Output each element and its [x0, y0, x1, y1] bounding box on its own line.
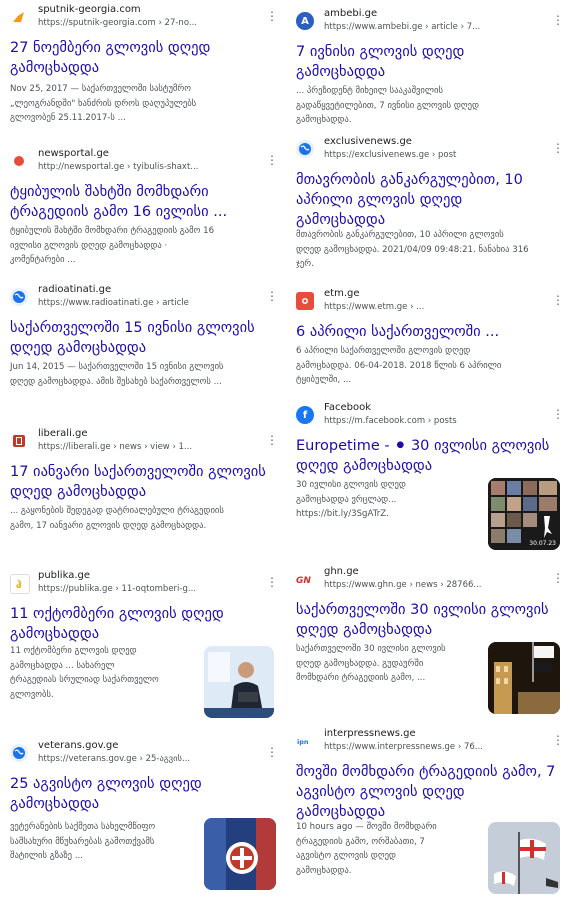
result-title[interactable]: საქართველოში 30 ივლისი გლოვის დღედ გამოცხადდა [296, 602, 549, 638]
result-title[interactable]: ტყიბულის შახტში მომხდარი ტრაგედიის გამო 16 ივლისი ... [10, 184, 228, 220]
result-site-name: ambebi.ge [324, 8, 378, 19]
result-thumbnail[interactable] [488, 478, 560, 550]
result-thumbnail[interactable] [488, 642, 560, 714]
result-title[interactable]: 17 იანვარი საქართველოში გლოვის დღედ გამოცხადდა [10, 464, 266, 500]
more-options-icon[interactable]: ⋮ [552, 571, 564, 585]
facebook-favicon-icon: f [296, 406, 314, 424]
result-snippet: ... გაყონების შედეგად დატრიალებული ტრაგედიის გამო, 17 იანვარი გლოვის დღედ გამოცხადდა. [10, 506, 224, 531]
liberali-favicon-icon [10, 432, 28, 450]
result-snippet: 11 ოქტომბერი გლოვის დღედ გამოცხადდა ... სახარელ ტრაგედიას სრულიად საქართველო გლოვობს. [10, 646, 159, 700]
result-site-name: interpressnews.ge [324, 728, 416, 739]
result-snippet: 10 hours ago — შოვში მომხდარი ტრაგედიის გამო, ორშაბათი, 7 აგვისტო გლოვის დღედ გამოცხადდა. [296, 822, 437, 876]
more-options-icon[interactable]: ⋮ [266, 9, 278, 23]
result-url: https://sputnik-georgia.com › 27-no... [38, 18, 197, 28]
search-result [294, 566, 572, 716]
result-url: https://www.ghn.ge › news › 28766... [324, 580, 482, 590]
result-source[interactable] [8, 4, 286, 34]
result-site-name: liberali.ge [38, 428, 88, 439]
search-result [8, 284, 286, 404]
result-source[interactable] [8, 428, 286, 458]
result-snippet: საქართველოში 30 ივლისი გლოვის დღედ გამოცხადდა. გუდაურში მომხდარი ტრაგედიის გამო, ... [296, 644, 446, 683]
result-snippet: Jun 14, 2015 — საქართველოში 15 ივნისი გლოვის დღედ გამოცხადდა. ამის შესახებ საქართველოს ... [10, 362, 224, 387]
result-url: https://veterans.gov.ge › 25-აგვის... [38, 754, 191, 764]
search-result [8, 740, 286, 895]
result-snippet: მთავრობის განკარგულებით, 10 აპრილი გლოვის დღედ გამოცხადდა. 2021/04/09 09:48:21. ნანახია 316 ჯერ. [296, 230, 529, 269]
result-site-name: sputnik-georgia.com [38, 4, 141, 15]
more-options-icon[interactable]: ⋮ [552, 13, 564, 27]
svg-text:ipn: ipn [297, 738, 309, 746]
result-source[interactable] [8, 284, 286, 314]
globe-favicon-icon [10, 288, 28, 306]
result-site-name: radioatinati.ge [38, 284, 112, 295]
result-title[interactable]: მთავრობის განკარგულებით, 10 აპრილი გლოვის დღედ გამოცხადდა [296, 172, 523, 228]
results-column-left [8, 0, 286, 900]
result-title[interactable]: საქართველოში 15 ივნისი გლოვის დღედ გამოცხადდა [10, 320, 255, 356]
result-source[interactable] [294, 566, 572, 596]
search-result [8, 428, 286, 548]
result-site-name: ghn.ge [324, 566, 359, 577]
red-dot-favicon-icon [10, 152, 28, 170]
result-url: https://m.facebook.com › posts [324, 416, 457, 426]
more-options-icon[interactable]: ⋮ [266, 745, 278, 759]
result-title[interactable]: 6 აპრილი საქართველოში ... [296, 324, 500, 340]
result-title[interactable]: 27 ნოემბერი გლოვის დღედ გამოცხადდა [10, 40, 211, 76]
result-site-name: publika.ge [38, 570, 91, 581]
result-thumbnail[interactable] [488, 822, 560, 894]
result-source[interactable] [8, 570, 286, 600]
search-result [294, 8, 572, 130]
result-url: https://www.radioatinati.ge › article [38, 298, 189, 308]
thumbnail-caption: 30.07.23 [529, 540, 556, 547]
search-result [294, 136, 572, 276]
result-title[interactable]: 11 ოქტომბერი გლოვის დღედ გამოცხადდა [10, 606, 224, 642]
result-thumbnail[interactable] [204, 818, 276, 890]
search-result [8, 4, 286, 134]
result-source[interactable] [294, 288, 572, 318]
more-options-icon[interactable]: ⋮ [266, 433, 278, 447]
more-options-icon[interactable]: ⋮ [552, 141, 564, 155]
result-title[interactable]: Europetime - ⚫ 30 ივლისი გლოვის დღედ გამოცხადდა [296, 438, 550, 474]
result-source[interactable] [294, 8, 572, 38]
svg-text:ჰ: ჰ [16, 580, 22, 590]
result-source[interactable] [294, 402, 572, 432]
search-result [8, 148, 286, 278]
svg-text:GN: GN [296, 576, 311, 585]
etm-favicon-icon [296, 292, 314, 310]
result-url: https://exclusivenews.ge › post [324, 150, 457, 160]
result-site-name: newsportal.ge [38, 148, 109, 159]
result-site-name: exclusivenews.ge [324, 136, 412, 147]
search-result [294, 288, 572, 398]
results-column-right [294, 0, 572, 900]
more-options-icon[interactable]: ⋮ [552, 733, 564, 747]
result-source[interactable] [294, 136, 572, 166]
result-source[interactable] [8, 148, 286, 178]
ghn-favicon-icon [296, 570, 316, 588]
result-snippet: 30 ივლისი გლოვის დღედ გამოცხადდა ვრცლად... https://bit.ly/3SgATrZ. [296, 480, 406, 519]
search-result [8, 570, 286, 720]
result-url: https://www.ambebi.ge › article › 7... [324, 22, 481, 32]
result-title[interactable]: შოვში მომხდარი ტრაგედიის გამო, 7 აგვისტო გლოვის დღედ გამოცხადდა [296, 764, 556, 820]
result-snippet: ტყიბულის შახტში მომხდარი ტრაგედიის გამო 16 ივლისი გლოვის დღედ გამოცხადდა · კომენტარები ... [10, 226, 215, 265]
result-url: https://publika.ge › 11-oqtomberi-g... [38, 584, 196, 594]
result-snippet: Nov 25, 2017 — საქართველოში სასტუმრო „ლეოგრანდში" ხანძრის დროს დაღუპულებს გლოვობენ 25.11.2017-ს ... [10, 84, 197, 123]
result-url: https://www.interpressnews.ge › 76... [324, 742, 483, 752]
result-title[interactable]: 25 აგვისტო გლოვის დღედ გამოცხადდა [10, 776, 202, 812]
more-options-icon[interactable]: ⋮ [552, 407, 564, 421]
result-snippet: ... პრეზიდენტ მიხეილ სააკაშვილის გადაწყვეტილებით, 7 ივნისი გლოვის დღედ გამოცხადდა. [296, 86, 480, 125]
result-url: https://liberali.ge › news › view › 1... [38, 442, 193, 452]
search-result [294, 728, 572, 896]
result-url: https://www.etm.ge › ... [324, 302, 425, 312]
publika-favicon-icon [10, 574, 30, 594]
result-site-name: veterans.gov.ge [38, 740, 119, 751]
globe-favicon-icon [10, 744, 28, 762]
more-options-icon[interactable]: ⋮ [552, 293, 564, 307]
ipn-favicon-icon [296, 732, 314, 750]
result-snippet: ვეტერანების საქმეთა სახელმწიფო სამსახური მწუხარებას გამოთქვამს შატილის გზაზე ... [10, 822, 156, 861]
search-result [294, 402, 572, 554]
result-site-name: etm.ge [324, 288, 360, 299]
result-thumbnail[interactable] [204, 646, 274, 718]
arrow-favicon-icon [10, 8, 28, 26]
result-snippet: 6 აპრილი საქართველოში გლოვის დღედ გამოცხადდა. 06-04-2018. 2018 წლის 6 აპრილი ტყიბულში, ... [296, 346, 502, 385]
globe-favicon-icon [296, 140, 314, 158]
result-url: http://newsportal.ge › tyibulis-shaxt... [38, 162, 199, 172]
result-source[interactable] [8, 740, 286, 770]
more-options-icon[interactable]: ⋮ [266, 153, 278, 167]
result-site-name: Facebook [324, 402, 371, 413]
more-options-icon[interactable]: ⋮ [266, 575, 278, 589]
more-options-icon[interactable]: ⋮ [266, 289, 278, 303]
result-title[interactable]: 7 ივნისი გლოვის დღედ გამოცხადდა [296, 44, 465, 80]
result-source[interactable] [294, 728, 572, 758]
ambebi-favicon-icon: A [296, 12, 314, 30]
